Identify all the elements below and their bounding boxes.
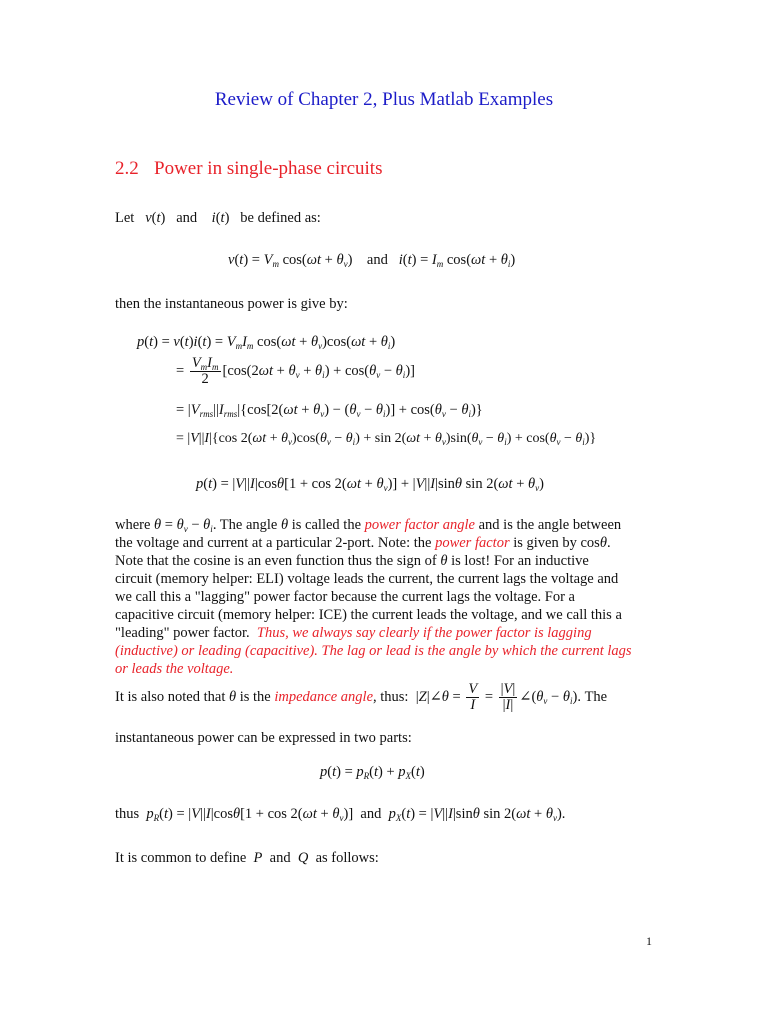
then-line: then the instantaneous power is give by: — [115, 296, 348, 312]
where-line3a: Note that the cosine is an even function thus the sign of — [115, 553, 437, 569]
where-paragraph: where $\theta = \theta_v - \theta_i$. The angle θ is called the power factor angle and is the angle between the voltage and current at a particular 2-port. Note: the power factor is given by cosθ. Note that the cosine is an even function thus the sign of θ is lost! For an inductive circuit (memory helper: ELI) voltage leads the current, the current lags the voltage and we call this a "lagging" power factor because the current lags the voltage. For a capacitive circuit (memory helper: ICE) the current leads the voltage, and we call this a "leading" power factor. Thus, we always say clearly if the power factor is lagging (inductive) or leading (capacitive). The lag or lead is the angle by which the current lags or leads the voltage. — [115, 517, 632, 677]
impedance-t2: , thus: — [373, 688, 409, 705]
impedance-angle-term: impedance angle — [274, 688, 374, 705]
impedance-line: It is also noted that θ is the impedance angle, thus: |Z|∠θ = $\frac{V}{I}$ = $\frac{|V|}{|I|}$ $\angle(\theta_v - \theta_i)$. The — [115, 681, 608, 713]
equation-definitions: $v(t) = V_m$ $\cos(\omega t + \theta_v)$ and $i(t) = I_m$ $\cos(\omega t + \theta_i)$ — [228, 252, 516, 269]
impedance-line2: instantaneous power can be expressed in two parts: — [115, 730, 412, 746]
let-and: and — [176, 210, 198, 226]
where-prefix: where — [115, 517, 151, 533]
impedance-prefix: It is also noted that — [115, 688, 226, 705]
equation-p-line4: = |V||I|{cos $2(\omega t + \theta_v)\cos(\theta_v - \theta_i) + \sin 2(\omega t + \theta_v)\sin(\theta_v - \theta_i) + \cos(\theta_v - \theta_i)$} — [176, 431, 597, 447]
equation-p-line3: = $|V_{rms}||I_{rms}|\{\cos[2(\omega t + \theta_v) - (\theta_v - \theta_i)] + \cos(\theta_v - \theta_i)\}$ — [176, 402, 483, 419]
where-line2b: is given by — [513, 535, 577, 551]
equation-p-line1: $p(t) = v(t)i(t) = V_mI_m$ $\cos(\omega t + \theta_v)\cos(\omega t + \theta_i)$ — [137, 334, 396, 351]
emphasis-line1: Thus, we always say clearly if the power factor is lagging — [256, 625, 592, 641]
where-t1: . The angle — [212, 517, 278, 533]
where-line5: we call this a "lagging" power factor because the current lags the voltage. For a — [115, 589, 575, 605]
equation-pr: $p_R(t) = |V||I|\cos\theta[1 + \cos 2(\omega t + \theta_v)]$ — [146, 806, 354, 823]
common-line: It is common to define P and Q as follows: — [115, 850, 379, 866]
common-prefix: It is common to define — [115, 850, 247, 866]
let-prefix: Let — [115, 210, 135, 226]
let-line — [115, 210, 321, 227]
eq-v-of-t: v(t) — [145, 210, 173, 226]
emphasis-line2: (inductive) or leading (capacitive). The lag or lead is the angle by which the current lags — [115, 643, 632, 659]
where-t2: is called the — [291, 517, 362, 533]
where-line7: "leading" power factor. — [115, 625, 250, 641]
eq-i-of-t: i(t) — [211, 210, 237, 226]
equation-impedance: |Z|∠θ = $\frac{V}{I}$ = $\frac{|V|}{|I|}$ $\angle(\theta_v - \theta_i)$ — [415, 681, 578, 713]
document-title: Review of Chapter 2, Plus Matlab Examples — [214, 89, 554, 110]
where-line4: circuit (memory helper: ELI) voltage leads the current, the current lags the voltage and — [115, 571, 619, 587]
equation-p-final: $p(t) = |V||I|\cos\theta[1 + \cos 2(\omega t + \theta_v)] + |V||I|\sin\theta$ $\sin 2(\omega t + \theta_v)$ — [196, 476, 544, 493]
thus-line — [115, 806, 565, 823]
equation-p-line2: = $\frac{V_mI_m}{2}$ $[\cos(2\omega t + \theta_v + \theta_i) + \cos(\theta_v - \theta_i)]$ — [176, 355, 415, 387]
section-title: Power in single-phase circuits — [154, 158, 383, 179]
thus-and: and — [360, 806, 382, 822]
section-number: 2.2 — [115, 158, 139, 179]
where-line3b: is lost! For an inductive — [451, 553, 589, 569]
defs-and: and — [366, 252, 388, 268]
power-factor-angle-term: power factor angle — [364, 517, 475, 533]
impedance-t1: is the — [239, 688, 271, 705]
let-suffix: be defined as: — [240, 210, 321, 226]
where-t3: and is the angle between — [478, 517, 622, 533]
thus-prefix: thus — [115, 806, 140, 822]
where-line2a: the voltage and current at a particular 2-port. Note: the — [115, 535, 432, 551]
common-suffix: as follows: — [315, 850, 379, 866]
common-and: and — [269, 850, 291, 866]
section-heading — [115, 158, 382, 180]
where-line6: capacitive circuit (memory helper: ICE) the current leads the voltage, and we call this a — [115, 607, 622, 623]
impedance-t3: . The — [577, 688, 608, 705]
power-factor-term: power factor — [435, 535, 510, 551]
page-number: 1 — [646, 934, 652, 948]
equation-p-split: $p(t) = p_R(t) + p_X(t)$ — [320, 764, 425, 781]
equation-px: $p_X(t) = |V||I|\sin\theta$ $\sin 2(\omega t + \theta_v)$. — [388, 806, 566, 823]
emphasis-line3: or leads the voltage. — [115, 661, 234, 677]
